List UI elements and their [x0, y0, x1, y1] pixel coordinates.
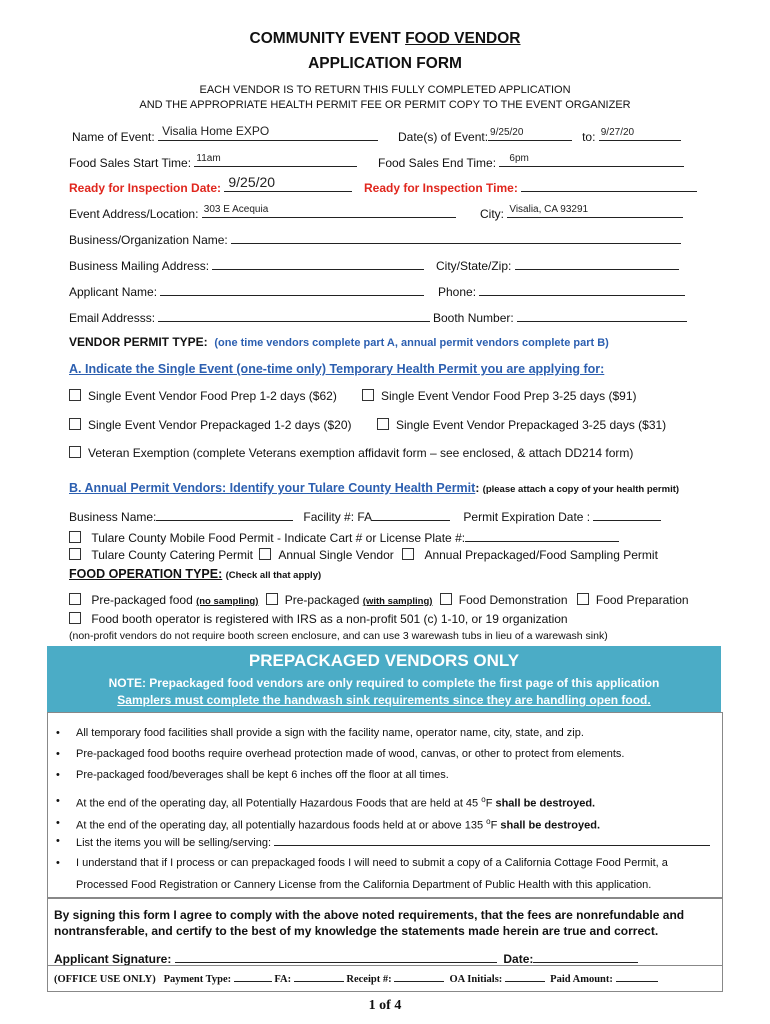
- option-label: Single Event Vendor Food Prep 3-25 days ($91): [381, 389, 637, 403]
- email-row: [69, 308, 430, 325]
- bullet-dot: •: [56, 835, 60, 847]
- name-of-event-field[interactable]: [158, 124, 378, 141]
- dates-label: Date(s) of Event:: [398, 130, 489, 144]
- part-b-business-label: Business Name:: [69, 510, 157, 524]
- statement-line2: nontransferable, and certify to the best of my knowledge the statements made herein are true and correct.: [54, 924, 659, 938]
- bullet-dot: •: [56, 817, 60, 829]
- inspection-time-field[interactable]: [521, 178, 697, 192]
- degree-mark: o: [486, 817, 491, 826]
- sales-start-value: 11am: [196, 153, 221, 164]
- booth-row: [433, 308, 687, 325]
- checkbox[interactable]: [362, 389, 374, 401]
- checkbox[interactable]: [69, 446, 81, 458]
- address-row: [69, 204, 456, 221]
- checkbox[interactable]: [377, 418, 389, 430]
- paid-amount-label: Paid Amount:: [550, 974, 613, 985]
- dates-field[interactable]: [488, 127, 572, 141]
- req5-text: At the end of the operating day, all potentially hazardous foods held at or above 135: [76, 819, 487, 832]
- req6-label: List the items you will be selling/serving:: [76, 837, 272, 849]
- mobile-permit-label: Tulare County Mobile Food Permit - Indicate Cart # or License Plate #:: [91, 531, 466, 545]
- part-a-option4[interactable]: [377, 418, 666, 432]
- to-label: to:: [582, 130, 596, 144]
- operation-options-row: [69, 593, 689, 607]
- address-label: Event Address/Location:: [69, 207, 199, 221]
- part-a-option5[interactable]: [69, 446, 633, 460]
- checkbox[interactable]: [402, 548, 414, 560]
- city-label: City:: [480, 207, 504, 221]
- part-b-business-field[interactable]: [156, 507, 293, 521]
- operation-opt3-label: Food Demonstration: [458, 593, 568, 607]
- page-number: 1 of 4: [368, 998, 402, 1013]
- payment-type-label: Payment Type:: [163, 974, 232, 985]
- sales-start-field[interactable]: [194, 153, 357, 167]
- instruction-line1: EACH VENDOR IS TO RETURN THIS FULLY COMPLETED APPLICATION: [199, 84, 571, 96]
- csz-label: City/State/Zip:: [436, 259, 512, 273]
- phone-label: Phone:: [438, 285, 477, 299]
- booth-field[interactable]: [517, 308, 687, 322]
- req5-bold: shall be destroyed.: [500, 819, 601, 832]
- applicant-label: Applicant Name:: [69, 285, 158, 299]
- permit-type-note: (one time vendors complete part A, annual permit vendors complete part B): [214, 337, 609, 349]
- inspection-time-label: Ready for Inspection Time:: [364, 181, 518, 195]
- option-label: Single Event Vendor Prepackaged 3-25 days ($31): [396, 418, 667, 432]
- sales-end-row: [378, 153, 684, 170]
- operation-opt1-note: (no sampling): [196, 596, 259, 607]
- email-field[interactable]: [158, 308, 430, 322]
- city-row: [480, 204, 683, 221]
- requirement-1: All temporary food facilities shall provide a sign with the facility name, operator name, city, state, and zip.: [76, 727, 584, 739]
- bullet-dot: •: [56, 857, 60, 869]
- statement-line1: By signing this form I agree to comply with the above noted requirements, that the fees are nonrefundable and: [54, 908, 685, 922]
- permit-type-row: [69, 335, 609, 349]
- oa-initials-label: OA Initials:: [449, 974, 503, 985]
- date-field[interactable]: [533, 949, 638, 963]
- part-b-title: B. Annual Permit Vendors: Identify your Tulare County Health Permit: [69, 481, 476, 495]
- operation-opt1-label: Pre-packaged food: [91, 593, 193, 607]
- csz-row: [436, 256, 679, 273]
- address-field[interactable]: [202, 204, 456, 218]
- operation-opt4-label: Food Preparation: [595, 593, 689, 607]
- booth-label: Booth Number:: [433, 311, 514, 325]
- sales-end-field[interactable]: [499, 153, 684, 167]
- part-a-option1[interactable]: [69, 389, 337, 403]
- nonprofit-row[interactable]: [69, 612, 568, 626]
- part-a-option3[interactable]: [69, 418, 352, 432]
- requirement-5: [76, 817, 600, 832]
- requirement-7a: I understand that if I process or can prepackaged foods I will need to submit a copy of a California Cottage Food Permit, a: [76, 857, 668, 869]
- mobile-permit-field[interactable]: [465, 528, 619, 542]
- requirement-4: [76, 795, 595, 810]
- expiration-field[interactable]: [593, 507, 661, 521]
- mailing-row: [69, 256, 424, 273]
- name-of-event-row: [72, 124, 378, 144]
- form-title: [0, 30, 770, 48]
- sales-end-label: Food Sales End Time:: [378, 156, 497, 170]
- nonprofit-note: (non-profit vendors do not require booth screen enclosure, and can use 3 warewash tubs in lieu of a warewash sink): [69, 630, 608, 642]
- operation-opt2-note: (with sampling): [362, 596, 433, 607]
- mailing-field[interactable]: [212, 256, 424, 270]
- operation-check-all: (Check all that apply): [225, 570, 322, 581]
- option-label: Single Event Vendor Food Prep 1-2 days ($62): [88, 389, 337, 403]
- bullet-dot: •: [56, 795, 60, 807]
- oa-initials-field[interactable]: [505, 972, 545, 982]
- signature-field[interactable]: [175, 949, 497, 963]
- facility-label: Facility #: FA: [303, 510, 373, 524]
- checkbox[interactable]: [69, 389, 81, 401]
- to-value: 9/27/20: [600, 127, 635, 138]
- fa-label: FA:: [274, 974, 292, 985]
- receipt-label: Receipt #:: [346, 974, 392, 985]
- banner-heading: PREPACKAGED VENDORS ONLY: [248, 651, 520, 670]
- checkbox[interactable]: [259, 548, 271, 560]
- part-a-heading: A. Indicate the Single Event (one-time only) Temporary Health Permit you are applying for:: [69, 362, 605, 376]
- annual-prepack-label: Annual Prepackaged/Food Sampling Permit: [424, 548, 658, 562]
- applicant-row: [69, 282, 424, 299]
- payment-type-field[interactable]: [234, 972, 272, 982]
- req5-unit: F: [490, 819, 501, 832]
- office-label: (OFFICE USE ONLY): [54, 974, 156, 985]
- signature-row: [54, 949, 638, 966]
- bullet-dot: •: [56, 727, 60, 739]
- part-b-heading: B. Annual Permit Vendors: Identify your Tulare County Health Permit: (please attach a copy of your health permit): [69, 481, 680, 495]
- operation-type-label: FOOD OPERATION TYPE:: [69, 567, 223, 581]
- annual-permit-row: [69, 548, 658, 562]
- items-selling-field[interactable]: [274, 835, 710, 846]
- email-label: Email Addresss:: [69, 311, 156, 325]
- req4-text: At the end of the operating day, all Potentially Hazardous Foods that are held at 45: [76, 797, 482, 810]
- paid-amount-field[interactable]: [616, 972, 658, 982]
- requirement-2: Pre-packaged food booths require overhead protection made of wood, canvas, or other to protect from elements.: [76, 748, 625, 760]
- req4-unit: F: [485, 797, 496, 810]
- checkbox[interactable]: [266, 593, 278, 605]
- nonprofit-label: Food booth operator is registered with IRS as a non-profit 501 (c) 1-10, or 19 organization: [91, 612, 568, 626]
- mailing-label: Business Mailing Address:: [69, 259, 210, 273]
- part-b-note: (please attach a copy of your health permit): [482, 484, 680, 495]
- checkbox[interactable]: [69, 418, 81, 430]
- permit-type-label: VENDOR PERMIT TYPE:: [69, 335, 208, 349]
- inspection-date-row: [69, 174, 352, 195]
- requirement-6: [76, 835, 710, 849]
- fa-field[interactable]: [294, 972, 344, 982]
- dates-value: 9/25/20: [490, 127, 524, 138]
- checkbox[interactable]: [69, 531, 81, 543]
- facility-field[interactable]: [372, 507, 450, 521]
- address-value: 303 E Acequia: [203, 204, 269, 215]
- inspection-date-value: 9/25/20: [228, 174, 276, 190]
- banner-note: NOTE: Prepackaged food vendors are only required to complete the first page of this application: [108, 676, 660, 690]
- option-label: Single Event Vendor Prepackaged 1-2 days ($20): [88, 418, 352, 432]
- prepackaged-banner: [47, 646, 721, 712]
- inspection-date-field[interactable]: [224, 174, 352, 192]
- checkbox[interactable]: [69, 612, 81, 624]
- dates-row: [398, 127, 681, 144]
- office-divider: [47, 965, 723, 966]
- business-name-label: Business/Organization Name:: [69, 233, 228, 247]
- to-field[interactable]: [599, 127, 681, 141]
- checkbox[interactable]: [69, 593, 81, 605]
- mobile-permit-row[interactable]: [69, 528, 619, 545]
- banner-samplers: Samplers must complete the handwash sink requirements since they are handling open food.: [117, 693, 651, 707]
- phone-row: [438, 282, 685, 299]
- applicant-field[interactable]: [160, 282, 424, 296]
- operation-type-row: [69, 567, 321, 581]
- csz-field[interactable]: [515, 256, 679, 270]
- bullet-dot: •: [56, 748, 60, 760]
- part-b-business-row: [69, 507, 661, 524]
- operation-opt2-label: Pre-packaged: [284, 593, 360, 607]
- requirement-3: Pre-packaged food/beverages shall be kept 6 inches off the floor at all times.: [76, 769, 449, 781]
- sales-end-value: 6pm: [509, 153, 529, 164]
- title-part1: COMMUNITY EVENT: [249, 30, 406, 47]
- name-of-event-label: Name of Event:: [72, 130, 155, 144]
- title-part2: FOOD VENDOR: [405, 30, 521, 47]
- form-subtitle: APPLICATION FORM: [308, 55, 462, 72]
- city-field[interactable]: [507, 204, 683, 218]
- signature-label: Applicant Signature:: [54, 952, 172, 966]
- req4-bold: shall be destroyed.: [495, 797, 596, 810]
- expiration-label: Permit Expiration Date :: [463, 510, 591, 524]
- checkbox[interactable]: [440, 593, 452, 605]
- sales-start-row: [69, 153, 357, 170]
- requirement-7b: Processed Food Registration or Cannery License from the California Department of Public Health with this application.: [76, 879, 652, 891]
- catering-label: Tulare County Catering Permit: [91, 548, 253, 562]
- business-name-row: [69, 230, 681, 247]
- checkbox[interactable]: [577, 593, 589, 605]
- bullet-dot: •: [56, 769, 60, 781]
- sales-start-label: Food Sales Start Time:: [69, 156, 192, 170]
- option-label: Veteran Exemption (complete Veterans exemption affidavit form – see enclosed, & attach DD214 form): [88, 446, 634, 460]
- business-name-field[interactable]: [231, 230, 681, 244]
- date-label: Date:: [503, 952, 534, 966]
- city-value: Visalia, CA 93291: [509, 204, 589, 215]
- instruction-line2: AND THE APPROPRIATE HEALTH PERMIT FEE OR PERMIT COPY TO THE EVENT ORGANIZER: [139, 99, 631, 111]
- checkbox[interactable]: [69, 548, 81, 560]
- receipt-field[interactable]: [394, 972, 444, 982]
- inspection-date-label: Ready for Inspection Date:: [69, 181, 222, 195]
- inspection-time-row: [364, 178, 697, 195]
- annual-single-label: Annual Single Vendor: [278, 548, 394, 562]
- degree-mark: o: [481, 795, 486, 804]
- phone-field[interactable]: [479, 282, 685, 296]
- part-a-option2[interactable]: [362, 389, 637, 403]
- office-use-row: [54, 972, 658, 985]
- name-of-event-value: Visalia Home EXPO: [162, 124, 270, 138]
